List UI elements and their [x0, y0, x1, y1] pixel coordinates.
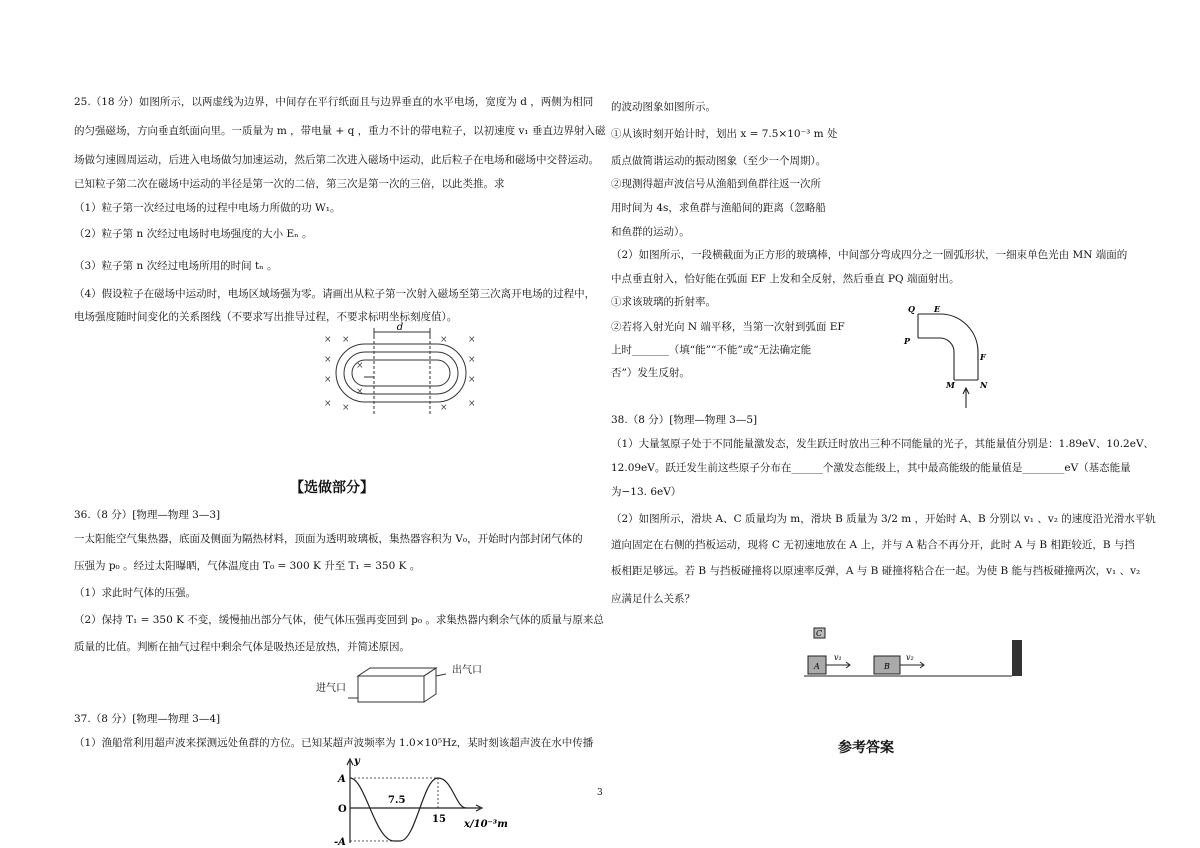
q25-field-figure: [318, 322, 486, 420]
q37-part2-q2-line-1: ②若将入射光向 N 端平移，当第一次射到弧面 EF: [611, 321, 845, 333]
q38-part1-line-3: 为−13. 6eV）: [611, 486, 682, 498]
fixed-wall: [1012, 640, 1022, 676]
svg-text:×: ×: [356, 387, 364, 397]
q36-part-2-line-1: （2）保持 T₁ = 350 K 不变，缓慢抽出部分气体，使气体压强再变回到 p₀ 。求集热器内剩余气体的质量与原来总: [74, 614, 604, 626]
svg-text:×: ×: [342, 403, 350, 413]
q36-part-2-line-2: 质量的比值。判断在抽气过程中剩余气体是吸热还是放热，并简述原因。: [74, 641, 410, 653]
q38-part1-line-2: 12.09eV。跃迁发生前这些原子分布在______个激发态能级上，其中最高能级的能量值是________eV（基态能量: [611, 462, 1131, 474]
q37-sub2-line-3: 和鱼群的运动）。: [611, 226, 690, 238]
svg-text:×: ×: [468, 399, 476, 409]
q37-wave-figure: [330, 755, 520, 848]
rod-F-label: F: [980, 352, 986, 362]
block-C-label: C: [816, 629, 823, 638]
blocks-track-figure: [800, 622, 1028, 680]
wave-xaxis-label: x/10⁻³m: [464, 819, 508, 830]
page-number: 3: [597, 788, 603, 798]
rod-E-label: E: [934, 304, 941, 314]
svg-text:×: ×: [356, 361, 364, 371]
q37-cont-line: 的波动图象如图所示。: [611, 101, 716, 113]
svg-text:×: ×: [468, 355, 476, 365]
block-A-label: A: [814, 662, 820, 671]
q36-line-1: 一太阳能空气集热器，底面及侧面为隔热材料，顶面为透明玻璃板，集热器容积为 V₀，开始时内部封闭气体的: [74, 533, 583, 545]
svg-text:×: ×: [324, 375, 332, 385]
q25-d-label: d: [396, 322, 404, 333]
svg-text:×: ×: [440, 403, 448, 413]
q25-part-4-line-2: 电场强度随时间变化的关系图线（不要求写出推导过程，不要求标明坐标刻度值）。: [74, 311, 458, 323]
rod-Q-label: Q: [908, 304, 915, 314]
q38-part2-line-2: 道向固定在右侧的挡板运动，现将 C 无初速地放在 A 上，并与 A 粘合不再分开，此时 A 与 B 相距较近，B 与挡: [611, 539, 1135, 551]
q37-part2-line-1: （2）如图所示，一段横截面为正方形的玻璃棒，中间部分弯成四分之一圆弧形状，一细束单色光由 MN 端面的: [611, 249, 1128, 261]
q38-header: 38.（8 分）[物理—物理 3—5]: [611, 414, 758, 426]
rod-P-label: P: [904, 336, 911, 346]
q25-part-1: （1）粒子第一次经过电场的过程中电场力所做的功 W₁。: [74, 202, 341, 214]
q37-sub1-line-2: 质点做简谐运动的振动图象（至少一个周期）。: [611, 155, 827, 167]
q36-outlet-label: 出气口: [452, 665, 482, 676]
q37-sub1-line-1: ①从该时刻开始计时，划出 x = 7.5×10⁻³ m 处: [611, 128, 838, 140]
wave-y-label: y: [354, 756, 360, 767]
q25-part-2: （2）粒子第 n 次经过电场时电场强度的大小 Eₙ 。: [74, 228, 313, 240]
q37-sub2-line-2: 用时间为 4s，求鱼群与渔船间的距离（忽略船: [611, 202, 826, 214]
q37-sub2-line-1: ②现测得超声波信号从渔船到鱼群往返一次所: [611, 178, 821, 190]
svg-text:×: ×: [324, 399, 332, 409]
svg-text:×: ×: [468, 375, 476, 385]
svg-text:×: ×: [468, 335, 476, 345]
q25-line-4: 已知粒子第二次在磁场中运动的半径是第一次的二倍，第三次是第一次的三倍，以此类推。求: [74, 178, 505, 190]
v1-label: v₁: [834, 653, 842, 662]
wave-x75-label: 7.5: [388, 795, 406, 806]
q38-part2-line-1: （2）如图所示，滑块 A、C 质量均为 m，滑块 B 质量为 3/2 m ，开始时 A、B 分别以 v₁ 、v₂ 的速度沿光滑水平轨: [611, 513, 1156, 525]
q37-line-1: （1）渔船常利用超声波来探测远处鱼群的方位。已知某超声波频率为 1.0×10⁵Hz，某时刻该超声波在水中传播: [74, 737, 594, 749]
q38-part2-line-4: 应满足什么关系？: [611, 593, 695, 605]
q37-part2-line-2: 中点垂直射入，恰好能在弧面 EF 上发和全反射，然后垂直 PQ 端面射出。: [611, 273, 960, 285]
q25-part-3: （3）粒子第 n 次经过电场所用的时间 tₙ 。: [74, 260, 278, 272]
q37-part2-q2-line-3: 否”）发生反射。: [611, 367, 690, 379]
q25-line-3: 场做匀速圆周运动，后进入电场做匀加速运动，然后第二次进入磁场中运动，此后粒子在电场和磁场中交替运动。: [74, 154, 599, 166]
q36-part-1: （1）求此时气体的压强。: [74, 587, 197, 599]
q37-part2-q1: ①求该玻璃的折射率。: [611, 296, 716, 308]
q38-part1-line-1: （1）大量氢原子处于不同能量激发态，发生跃迁时放出三种不同能量的光子，其能量值分别是：1.89eV、10.2eV、: [611, 438, 1155, 450]
q37-header: 37.（8 分）[物理—物理 3—4]: [74, 713, 221, 725]
svg-text:×: ×: [324, 355, 332, 365]
glass-rod-figure: [900, 304, 990, 412]
svg-text:×: ×: [342, 335, 350, 345]
q36-collector-figure: [312, 660, 492, 710]
wave-x15-label: 15: [432, 814, 446, 825]
svg-text:×: ×: [324, 335, 332, 345]
answer-title: 参考答案: [838, 740, 894, 756]
q25-line-1: 25.（18 分）如图所示，以两虚线为边界，中间存在平行纸面且与边界垂直的水平电场，宽度为 d ，两侧为相同: [74, 96, 594, 108]
section-title-optional: 【选做部分】: [290, 480, 374, 496]
wave-A-label: A: [338, 774, 346, 785]
q37-part2-q2-line-2: 上时_______（填“能”“不能”或“无法确定能: [611, 344, 812, 356]
wave-negA-label: -A: [334, 837, 346, 848]
block-B-label: B: [884, 662, 890, 671]
q25-line-2: 的匀强磁场，方向垂直纸面向里。一质量为 m ，带电量 + q ，重力不计的带电粒子，以初速度 v₁ 垂直边界射入磁: [74, 125, 606, 137]
q38-part2-line-3: 板相距足够远。若 B 与挡板碰撞将以原速率反弹，A 与 B 碰撞将粘合在一起。为使 B 能与挡板碰撞两次，v₁ 、v₂: [611, 565, 1141, 577]
q25-part-4-line-1: （4）假设粒子在磁场中运动时，电场区域场强为零。请画出从粒子第一次射入磁场至第三次离开电场的过程中，: [74, 288, 596, 300]
svg-text:×: ×: [440, 335, 448, 345]
wave-O-label: O: [338, 804, 347, 815]
q36-inlet-label: 进气口: [316, 683, 346, 694]
q36-header: 36.（8 分）[物理—物理 3—3]: [74, 509, 221, 521]
q36-line-2: 压强为 p₀ 。经过太阳曝晒，气体温度由 T₀ = 300 K 升至 T₁ = 350 K 。: [74, 560, 421, 572]
v2-label: v₂: [906, 653, 914, 662]
rod-M-label: M: [946, 380, 955, 390]
rod-N-label: N: [980, 380, 988, 390]
